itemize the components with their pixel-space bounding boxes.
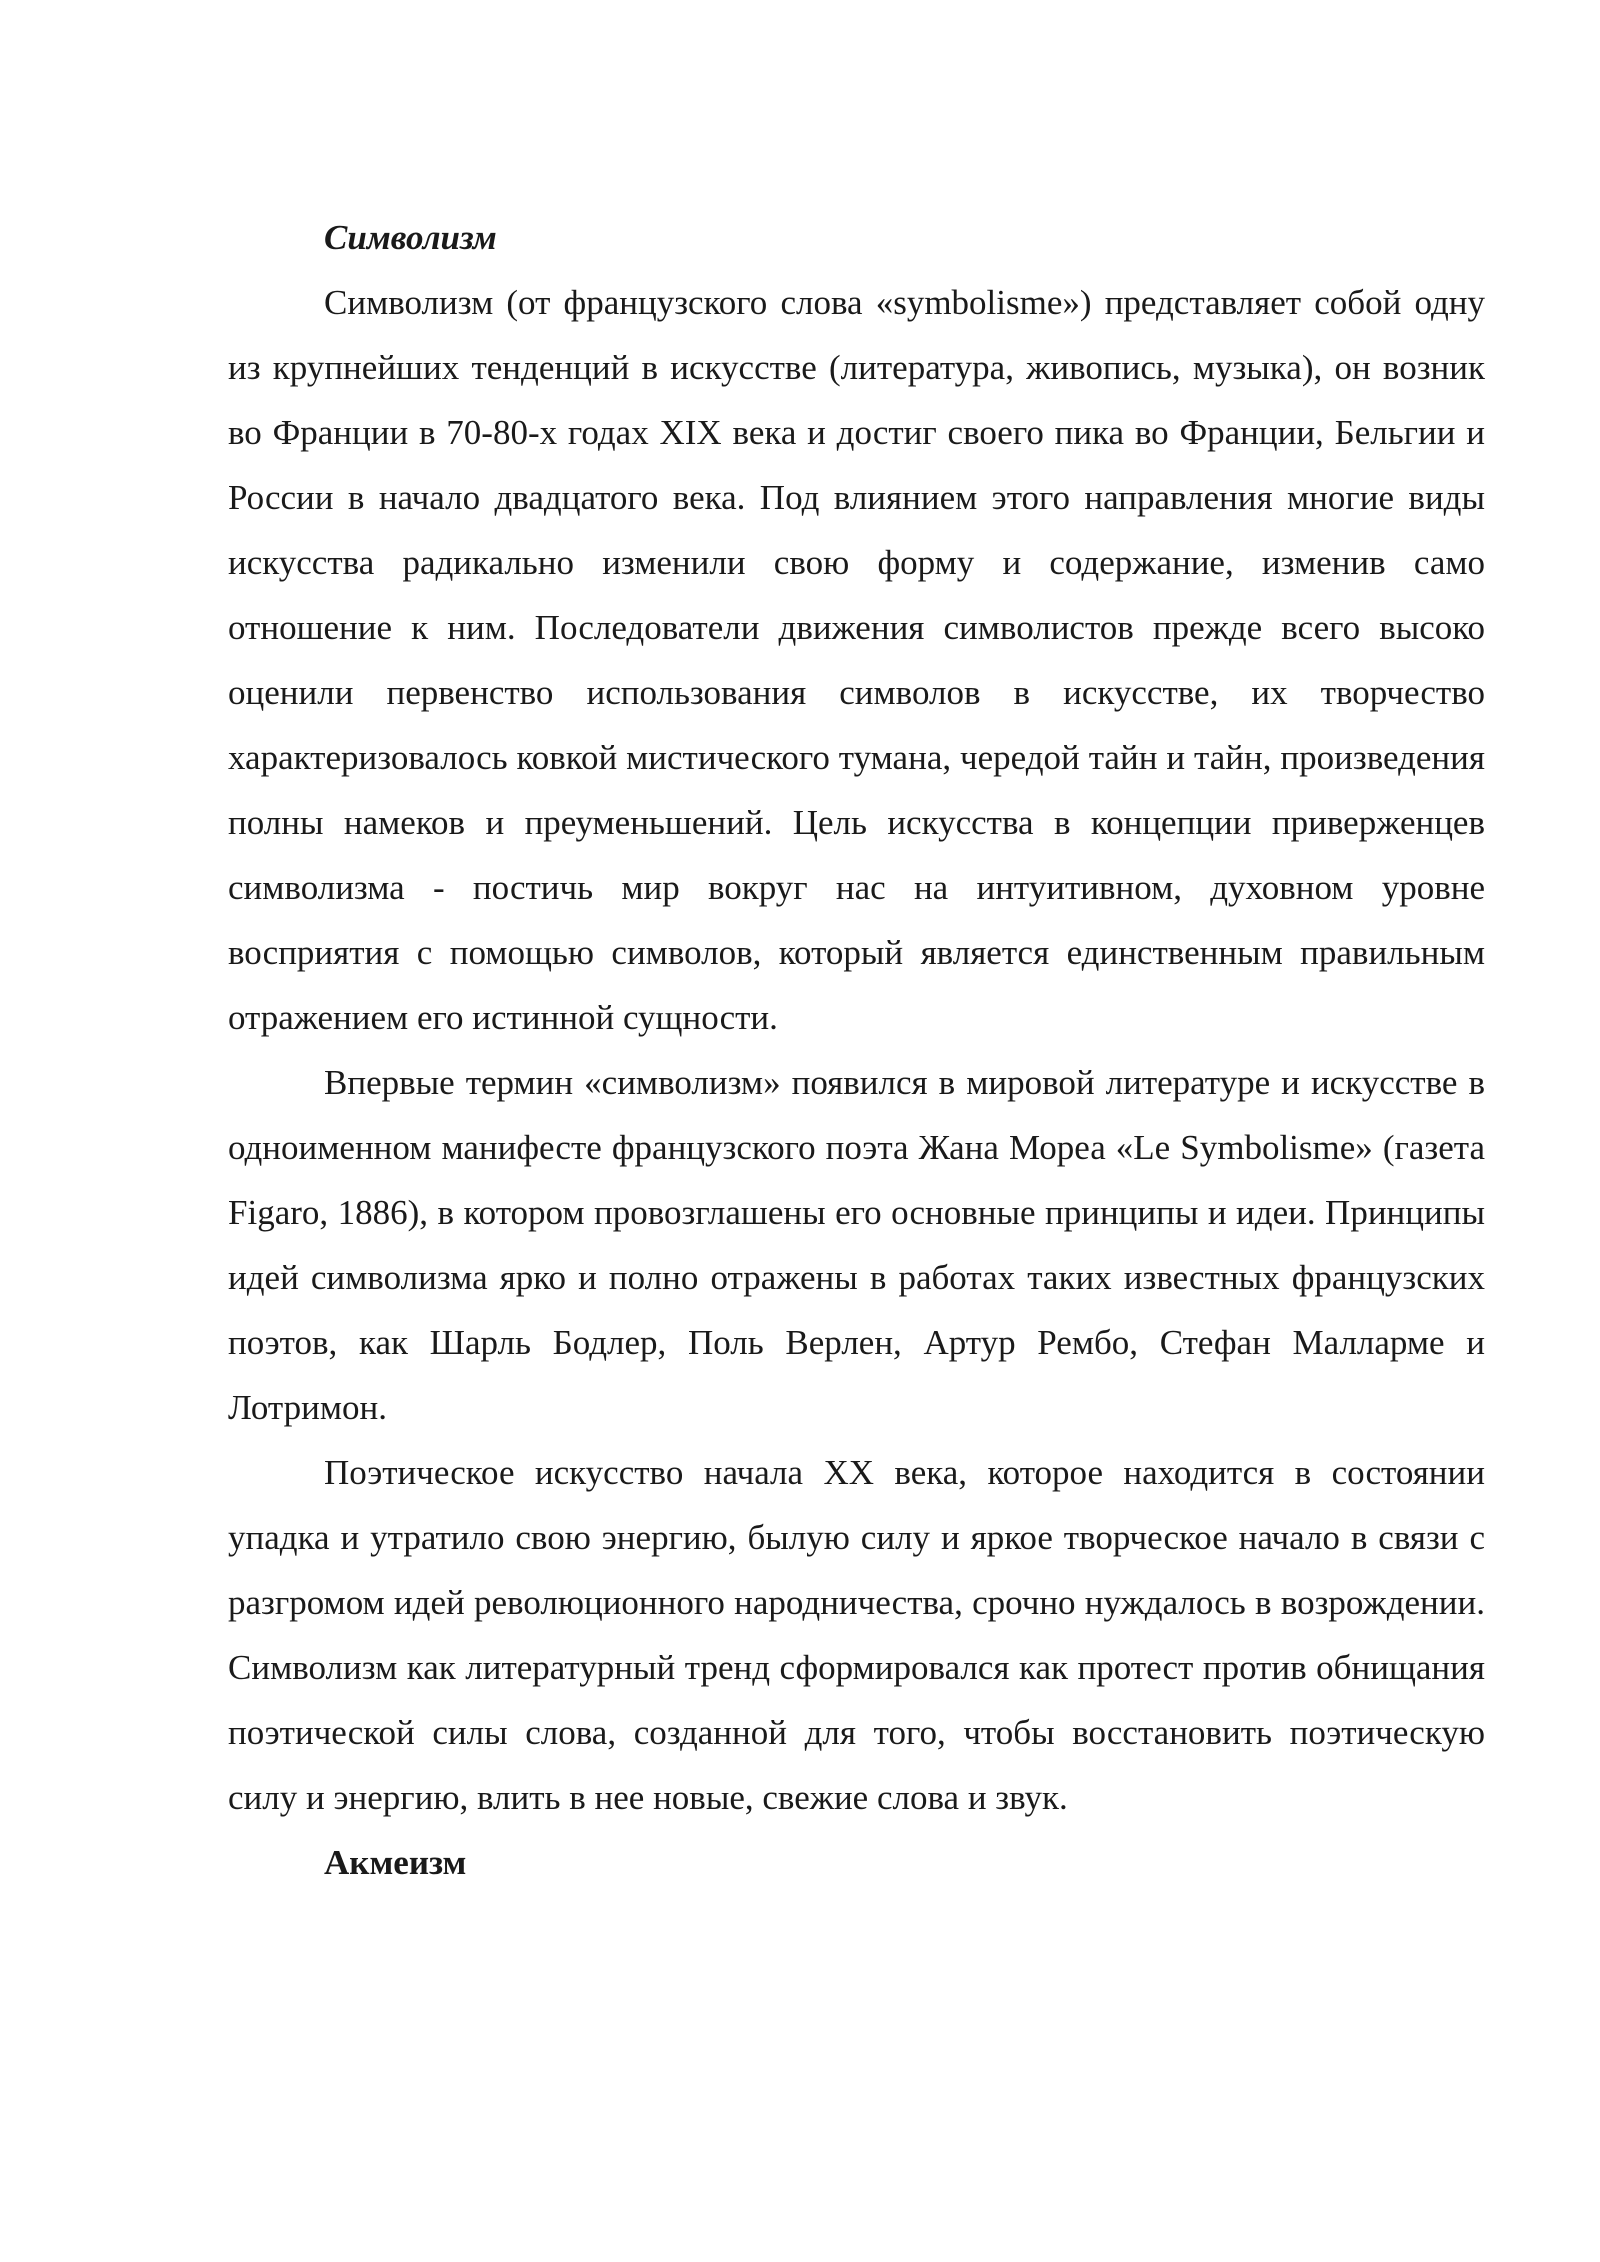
page-content <box>228 205 1485 1895</box>
paragraph-symbolism-definition: Символизм (от французского слова «symbolisme») представляет собой одну из крупнейших тенденций в искусстве (литература, живопись, музыка), он возник во Франции в 70-80-х годах XIX века и достиг своего пика во Франции, Бельгии и России в начало двадцатого века. Под влиянием этого направления многие виды искусства радикально изменили свою форму и содержание, изменив само отношение к ним. Последователи движения символистов прежде всего высоко оценили первенство использования символов в искусстве, их творчество характеризовалось ковкой мистического тумана, чередой тайн и тайн, произведения полны намеков и преуменьшений. Цель искусства в концепции приверженцев символизма - постичь мир вокруг нас на интуитивном, духовном уровне восприятия с помощью символов, который является единственным правильным отражением его истинной сущности. <box>228 283 1485 1037</box>
section-title-symbolism: Символизм <box>324 218 497 257</box>
paragraph-symbolism-term-origin: Впервые термин «символизм» появился в мировой литературе и искусстве в одноименном манифесте французского поэта Жана Мореа «Le Symbolisme» (газета Figaro, 1886), в котором провозглашены его основные принципы и идеи. Принципы идей символизма ярко и полно отражены в работах таких известных французских поэтов, как Шарль Бодлер, Поль Верлен, Артур Рембо, Стефан Малларме и Лотримон. <box>228 1063 1485 1427</box>
paragraph-symbolism-poetic-revival: Поэтическое искусство начала XX века, которое находится в состоянии упадка и утратило свою энергию, былую силу и яркое творческое начало в связи с разгромом идей революционного народничества, срочно нуждалось в возрождении. Символизм как литературный тренд сформировался как протест против обнищания поэтической силы слова, созданной для того, чтобы восстановить поэтическую силу и энергию, влить в нее новые, свежие слова и звук. <box>228 1453 1485 1817</box>
section-title-acmeism: Акмеизм <box>324 1843 467 1882</box>
